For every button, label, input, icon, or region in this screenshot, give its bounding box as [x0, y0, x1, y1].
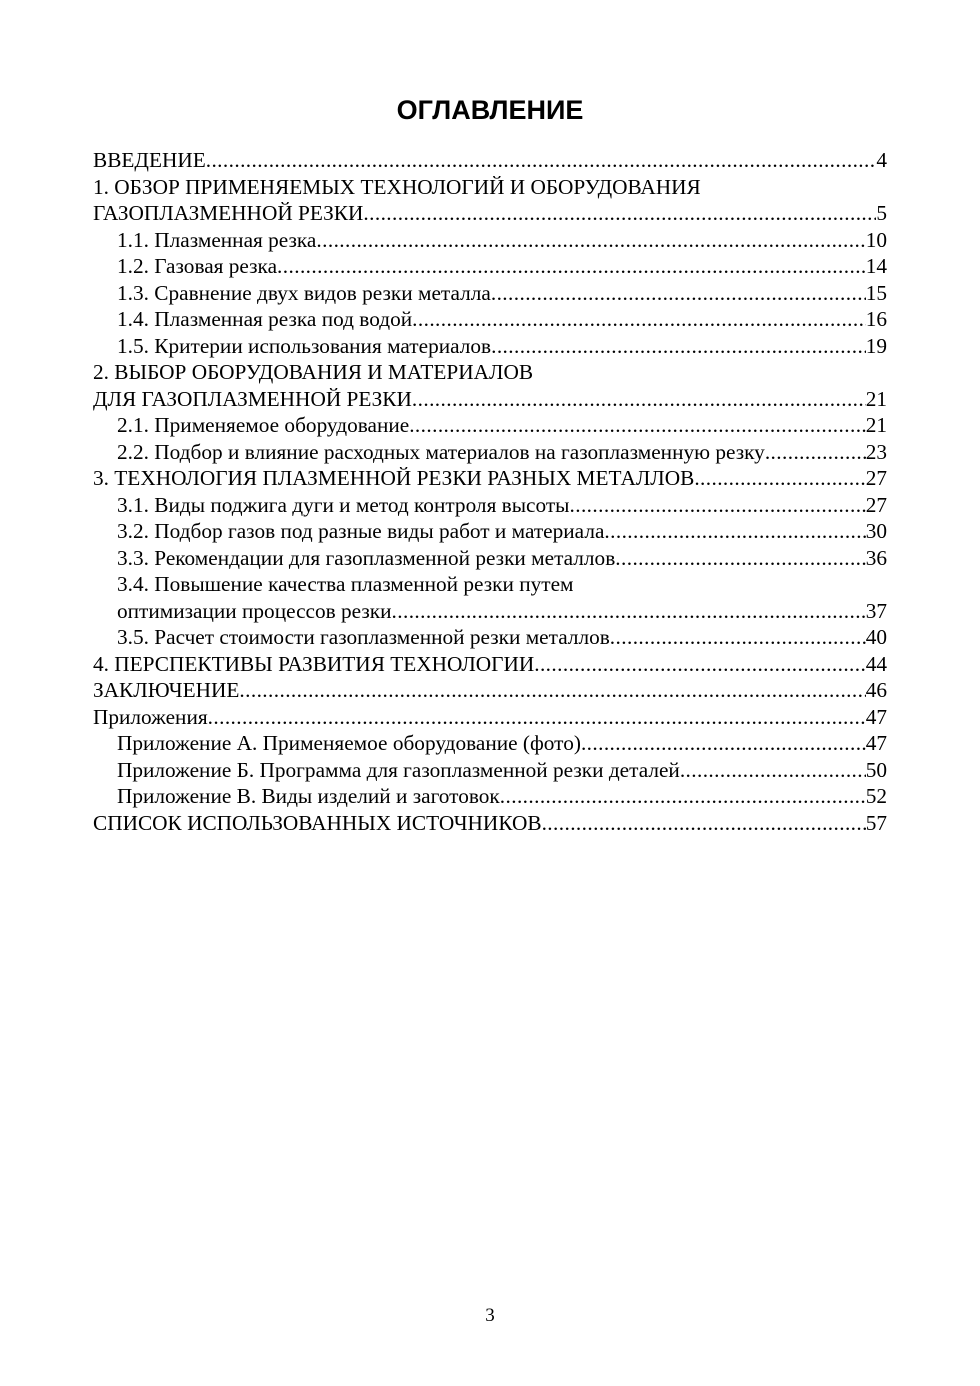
- toc-dot-leader: [680, 757, 866, 784]
- toc-entry-appendix-v[interactable]: [93, 783, 887, 810]
- toc-dot-leader: [694, 465, 865, 492]
- toc-entry-title: Приложение В. Виды изделий и заготовок: [117, 784, 500, 808]
- toc-entry-chapter-2[interactable]: [93, 386, 887, 413]
- toc-entry-section-2-1[interactable]: [93, 412, 887, 439]
- toc-entry-section-3-2[interactable]: [93, 518, 887, 545]
- toc-page-number: 27: [865, 466, 887, 490]
- toc-entry-title: 2.1. Применяемое оборудование: [117, 413, 410, 437]
- toc-entry-section-1-4[interactable]: [93, 306, 887, 333]
- toc-page-number: 50: [865, 757, 887, 782]
- toc-page-number: 37: [865, 598, 887, 623]
- toc-page-number: 44: [865, 651, 887, 676]
- toc-page-number: 16: [865, 307, 887, 331]
- toc-entry-section-3-3[interactable]: [93, 545, 887, 572]
- toc-entry-title: оптимизации процессов резки: [117, 598, 392, 623]
- toc-page-number: 30: [865, 519, 887, 543]
- toc-dot-leader: [239, 677, 865, 704]
- toc-entry-title: 1.4. Плазменная резка под водой: [117, 307, 413, 331]
- toc-dot-leader: [412, 386, 866, 413]
- toc-page-number: 46: [865, 678, 887, 702]
- toc-page-number: 5: [876, 201, 887, 225]
- toc-entry-appendices[interactable]: [93, 704, 887, 731]
- toc-dot-leader: [208, 704, 866, 731]
- toc-entry-title: Приложение А. Применяемое оборудование (фото): [117, 731, 581, 755]
- toc-dot-leader: [392, 598, 866, 625]
- toc-entry-title: 2.2. Подбор и влияние расходных материалов на газоплазменную резку: [117, 439, 765, 464]
- toc-entry-section-3-5[interactable]: [93, 624, 887, 651]
- toc-entry-section-3-4[interactable]: [93, 598, 887, 625]
- toc-dot-leader: [491, 280, 866, 307]
- toc-dot-leader: [491, 333, 866, 360]
- toc-entry-chapter-1-first-line[interactable]: 1. ОБЗОР ПРИМЕНЯЕМЫХ ТЕХНОЛОГИЙ И ОБОРУДОВАНИЯ: [93, 174, 701, 199]
- toc-page-number: 57: [865, 810, 887, 835]
- toc-dot-leader: [206, 147, 877, 174]
- toc-page-number: 21: [865, 413, 887, 437]
- toc-dot-leader: [534, 651, 865, 678]
- toc-entry-introduction[interactable]: [93, 147, 887, 174]
- toc-entry-appendix-b[interactable]: [93, 757, 887, 784]
- table-of-contents: [93, 147, 887, 836]
- toc-dot-leader: [409, 412, 866, 439]
- toc-entry-section-3-1[interactable]: [93, 492, 887, 519]
- toc-dot-leader: [412, 306, 866, 333]
- toc-page-number: 40: [865, 625, 887, 649]
- toc-entry-title: 4. ПЕРСПЕКТИВЫ РАЗВИТИЯ ТЕХНОЛОГИИ: [93, 651, 535, 676]
- toc-entry-chapter-4[interactable]: [93, 651, 887, 678]
- toc-entry-title: 1.3. Сравнение двух видов резки металла: [117, 280, 491, 305]
- toc-page-number: 21: [865, 386, 887, 411]
- toc-entry-title: 1.2. Газовая резка: [117, 254, 278, 278]
- toc-dot-leader: [570, 492, 866, 519]
- toc-dot-leader: [604, 518, 865, 545]
- toc-page-number: 10: [865, 227, 887, 252]
- toc-dot-leader: [610, 624, 866, 651]
- toc-dot-leader: [542, 810, 866, 837]
- toc-entry-section-1-2[interactable]: [93, 253, 887, 280]
- toc-entry-title: 3.3. Рекомендации для газоплазменной резки металлов: [117, 545, 616, 570]
- toc-dot-leader: [316, 227, 865, 254]
- toc-page-number: 27: [865, 492, 887, 517]
- toc-page-number: 36: [865, 545, 887, 570]
- toc-entry-title: 3. ТЕХНОЛОГИЯ ПЛАЗМЕННОЙ РЕЗКИ РАЗНЫХ МЕТАЛЛОВ: [93, 466, 695, 490]
- toc-dot-leader: [363, 200, 876, 227]
- toc-page-number: 4: [876, 148, 887, 172]
- toc-entry-title: 1.1. Плазменная резка: [117, 227, 317, 252]
- toc-entry-appendix-a[interactable]: [93, 730, 887, 757]
- toc-entry-title: 1.5. Критерии использования материалов: [117, 333, 492, 358]
- toc-entry-chapter-1[interactable]: [93, 200, 887, 227]
- toc-entry-title: СПИСОК ИСПОЛЬЗОВАННЫХ ИСТОЧНИКОВ: [93, 810, 542, 835]
- toc-dot-leader: [765, 439, 866, 466]
- toc-entry-chapter-3[interactable]: [93, 465, 887, 492]
- toc-dot-leader: [581, 730, 866, 757]
- toc-entry-section-3-4-first-line[interactable]: 3.4. Повышение качества плазменной резки путем: [117, 572, 574, 596]
- toc-dot-leader: [277, 253, 866, 280]
- toc-dot-leader: [615, 545, 865, 572]
- toc-entry-section-1-3[interactable]: [93, 280, 887, 307]
- toc-entry-title: Приложение Б. Программа для газоплазменной резки деталей: [117, 757, 680, 782]
- toc-entry-title: ГАЗОПЛАЗМЕННОЙ РЕЗКИ: [93, 201, 364, 225]
- toc-entry-title: ДЛЯ ГАЗОПЛАЗМЕННОЙ РЕЗКИ: [93, 386, 412, 411]
- toc-page-number: 15: [865, 280, 887, 305]
- toc-page-number: 47: [865, 731, 887, 755]
- toc-page-number: 14: [865, 254, 887, 278]
- toc-entry-title: Приложения: [93, 704, 208, 729]
- toc-entry-chapter-2-first-line[interactable]: 2. ВЫБОР ОБОРУДОВАНИЯ И МАТЕРИАЛОВ: [93, 360, 534, 384]
- toc-entry-section-2-2[interactable]: [93, 439, 887, 466]
- toc-page-number: 47: [865, 704, 887, 729]
- toc-entry-conclusion[interactable]: [93, 677, 887, 704]
- toc-entry-references[interactable]: [93, 810, 887, 837]
- toc-entry-title: ВВЕДЕНИЕ: [93, 148, 206, 172]
- toc-entry-section-1-1[interactable]: [93, 227, 887, 254]
- toc-entry-title: 3.5. Расчет стоимости газоплазменной резки металлов: [117, 625, 610, 649]
- toc-page-number: 19: [865, 333, 887, 358]
- toc-entry-section-1-5[interactable]: [93, 333, 887, 360]
- toc-page-number: 52: [865, 784, 887, 808]
- toc-entry-title: 3.1. Виды поджига дуги и метод контроля высоты: [117, 492, 570, 517]
- toc-entry-title: ЗАКЛЮЧЕНИЕ: [93, 678, 240, 702]
- page-title: ОГЛАВЛЕНИЕ: [396, 95, 584, 125]
- toc-dot-leader: [500, 783, 866, 810]
- page-number: 3: [485, 1305, 495, 1326]
- toc-entry-title: 3.2. Подбор газов под разные виды работ и материала: [117, 519, 605, 543]
- toc-page-number: 23: [865, 439, 887, 464]
